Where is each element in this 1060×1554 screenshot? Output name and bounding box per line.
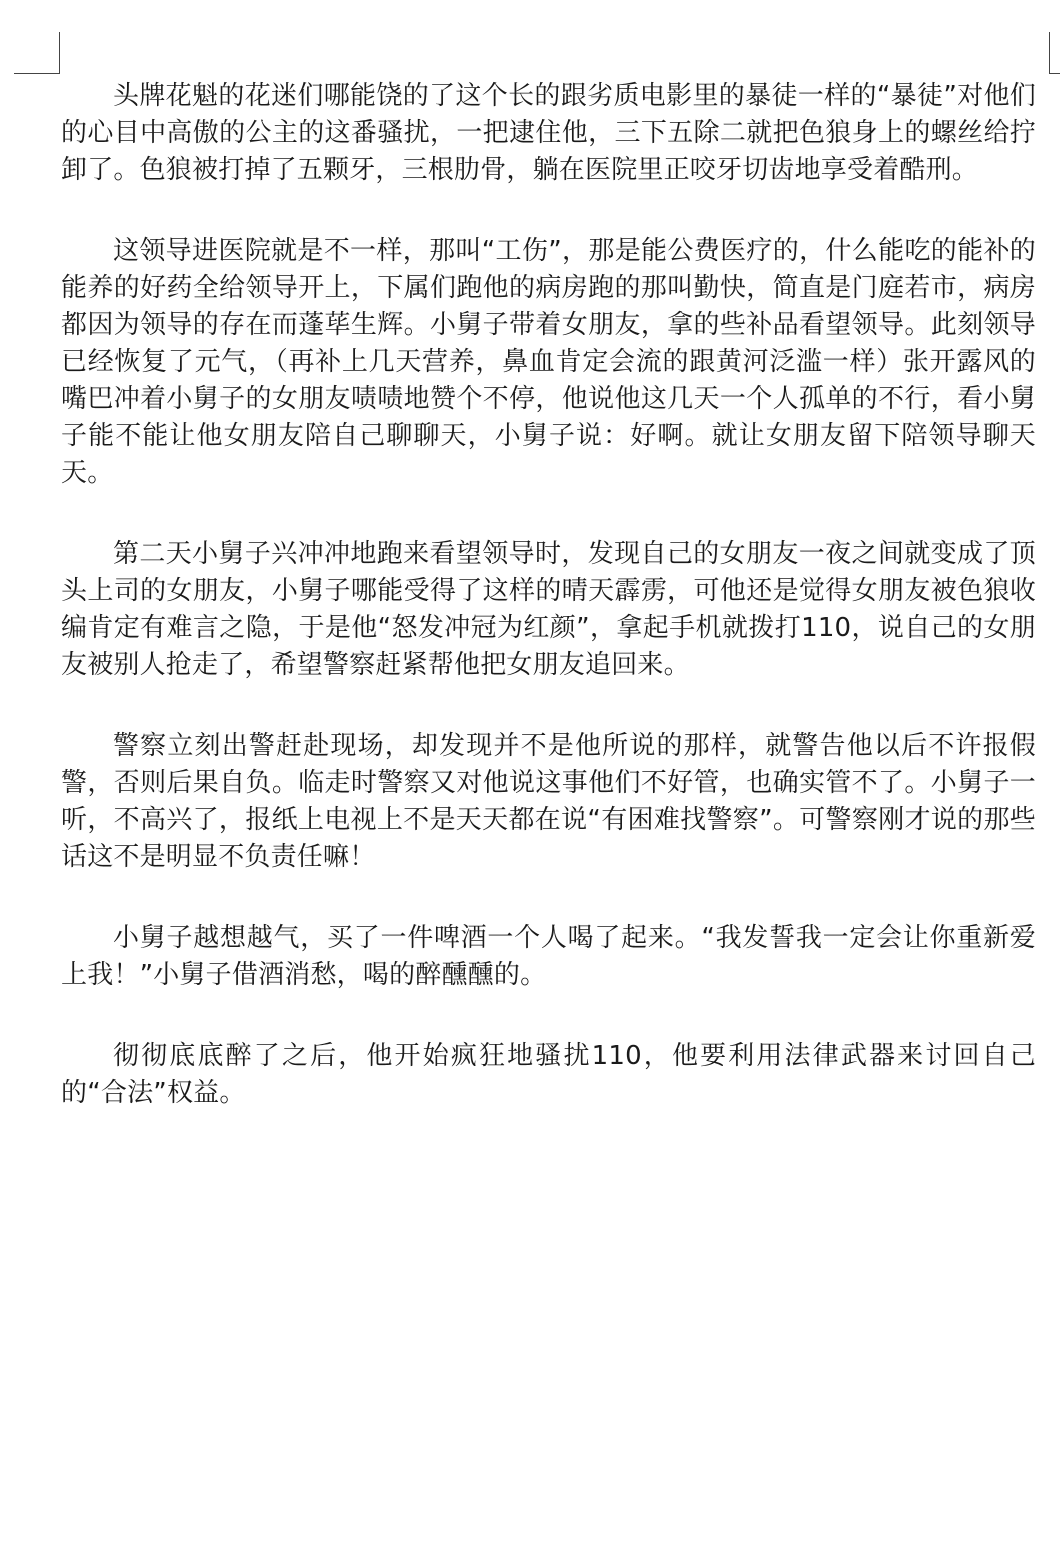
- paragraph-2: 这领导进医院就是不一样，那叫“工伤”，那是能公费医疗的，什么能吃的能补的能养的好药全给领导开上，下属们跑他的病房跑的那叫勤快，简直是门庭若市，病房都因为领导的存在而蓬荜生辉。小舅子带着女朋友，拿的些补品看望领导。此刻领导已经恢复了元气，（再补上几天营养，鼻血肯定会流的跟黄河泛滥一样）张开露风的嘴巴冲着小舅子的女朋友啧啧地赞个不停，他说他这几天一个人孤单的不行，看小舅子能不能让他女朋友陪自己聊聊天，小舅子说：好啊。就让女朋友留下陪领导聊天天。: [61, 236, 1036, 488]
- document-body: [61, 78, 1036, 1156]
- paragraph-4: 警察立刻出警赶赴现场，却发现并不是他所说的那样，就警告他以后不许报假警，否则后果自负。临走时警察又对他说这事他们不好管，也确实管不了。小舅子一听，不高兴了，报纸上电视上不是天天都在说“有困难找警察”。可警察刚才说的那些话这不是明显不负责任嘛！: [61, 731, 1036, 872]
- crop-mark-top-right-horizontal: [1049, 73, 1060, 74]
- paragraph-6: 彻彻底底醉了之后，他开始疯狂地骚扰110，他要利用法律武器来讨回自己的“合法”权益。: [61, 1041, 1036, 1108]
- crop-mark-top-left-horizontal: [14, 73, 60, 74]
- paragraph-1: 头牌花魁的花迷们哪能饶的了这个长的跟劣质电影里的暴徒一样的“暴徒”对他们的心目中高傲的公主的这番骚扰，一把逮住他，三下五除二就把色狼身上的螺丝给拧卸了。色狼被打掉了五颗牙，三根肋骨，躺在医院里正咬牙切齿地享受着酷刑。: [61, 81, 1036, 185]
- paragraph-3: 第二天小舅子兴冲冲地跑来看望领导时，发现自己的女朋友一夜之间就变成了顶头上司的女朋友，小舅子哪能受得了这样的晴天霹雳，可他还是觉得女朋友被色狼收编肯定有难言之隐，于是他“怒发冲冠为红颜”，拿起手机就拨打110，说自己的女朋友被别人抢走了，希望警察赶紧帮他把女朋友追回来。: [61, 539, 1036, 680]
- crop-mark-top-left-vertical: [59, 32, 60, 74]
- crop-mark-top-right-vertical: [1049, 32, 1050, 74]
- paragraph-5: 小舅子越想越气，买了一件啤酒一个人喝了起来。“我发誓我一定会让你重新爱上我！”小舅子借酒消愁，喝的醉醺醺的。: [61, 923, 1036, 990]
